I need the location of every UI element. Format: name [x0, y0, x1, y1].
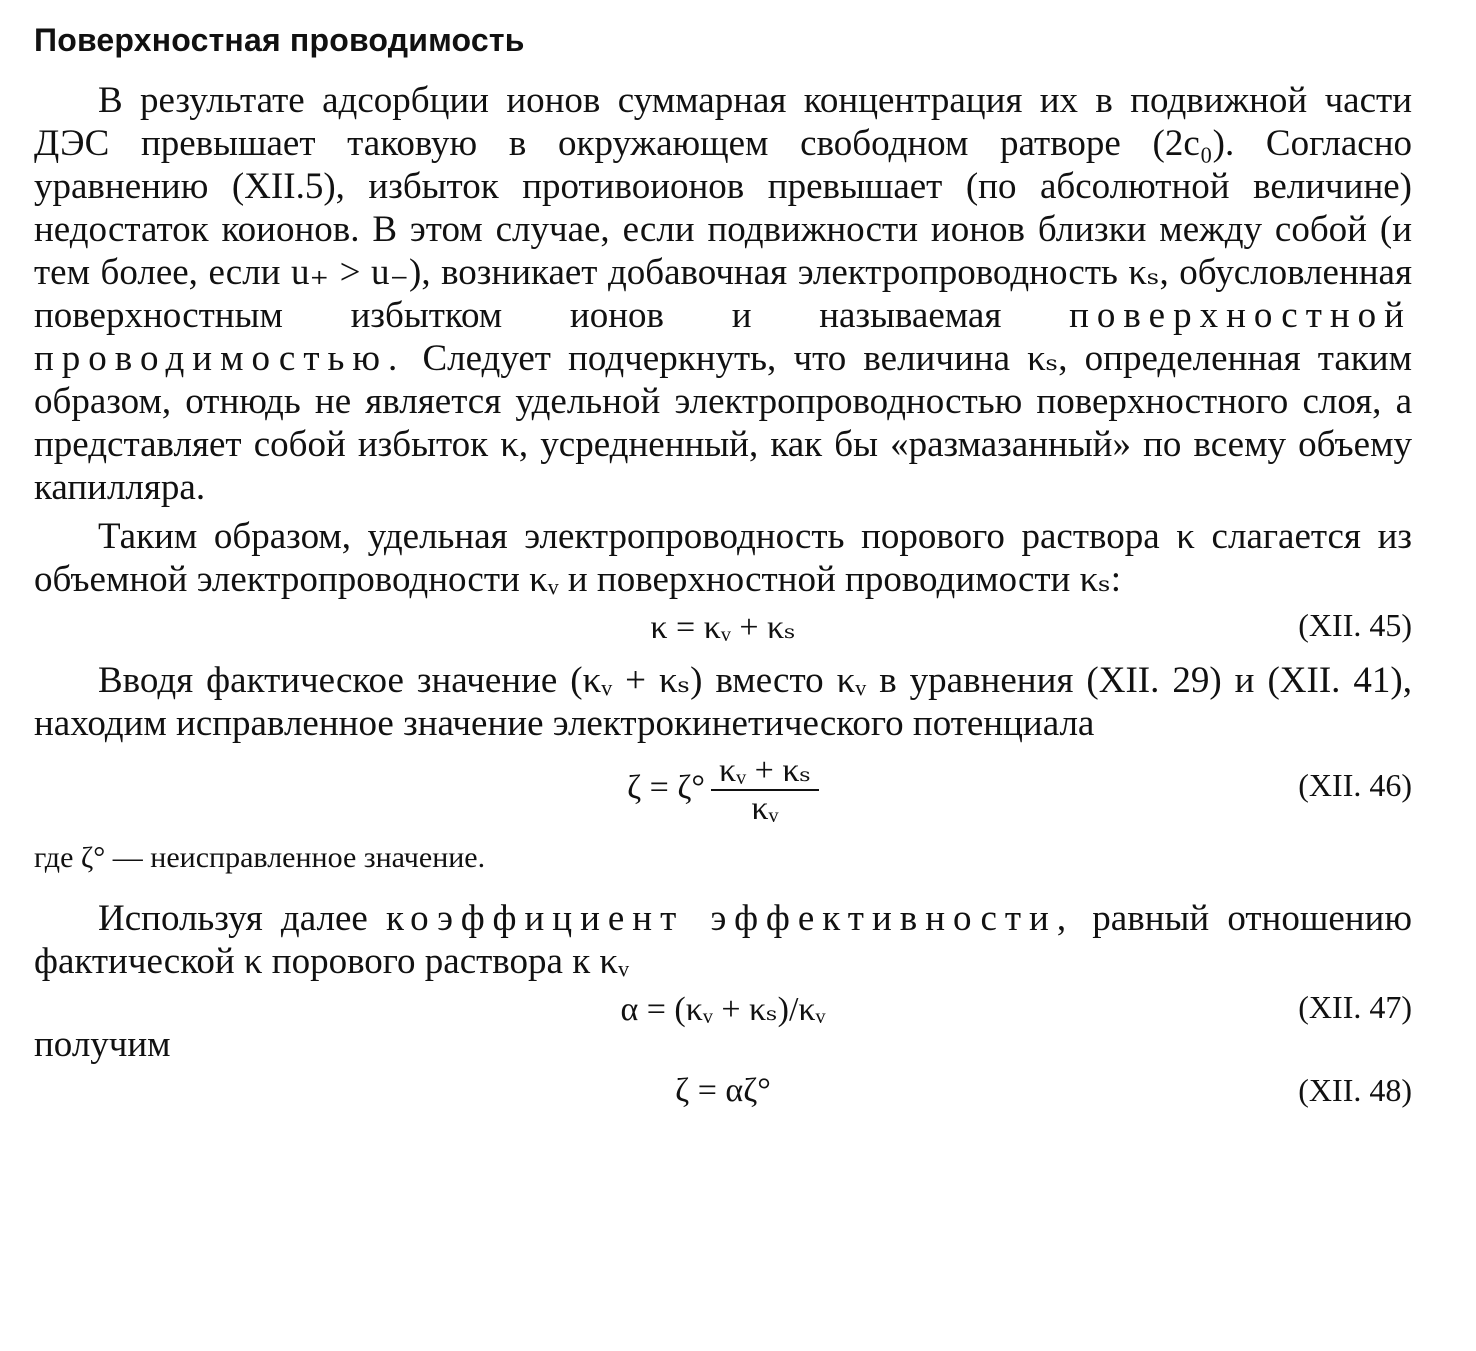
- paragraph-1-text-continued: Следует подчеркнуть, что величина κₛ, определенная таким образом, отнюдь не является удельной электропроводностью поверхностного слоя, а представляет собой избыток κ, усредненный, как бы «размазанный» по всему объему капилляра.: [34, 338, 1412, 508]
- equation-formula: κ = κᵥ + κₛ: [650, 609, 796, 646]
- paragraph-1: [34, 79, 1412, 509]
- equation-number: (XII. 45): [1298, 607, 1412, 643]
- equation-formula-wrap: [34, 753, 1412, 827]
- equation-xii-45: [34, 601, 1412, 647]
- paragraph-1-text: В результате адсорбции ионов суммарная концентрация их в подвижной части ДЭС превышает таковую в окружающем свободном ратворе (2c₀). Согласно уравнению (XII.5), избыток противоионов превышает (по абсолютной величине) недостаток коионов. В этом случае, если подвижности ионов близки между собой (и тем более, если u₊ > u₋), возникает добавочная электропроводность κₛ, обусловленная поверхностным избытком ионов и называемая: [34, 80, 1412, 336]
- equation-number: (XII. 47): [1298, 989, 1412, 1025]
- paragraph-3: Вводя фактическое значение (κᵥ + κₛ) вместо κᵥ в уравнения (XII. 29) и (XII. 41), находим исправленное значение электрокинетического потенциала: [34, 660, 1412, 744]
- term-efficiency-coefficient: коэффициент эффективности,: [386, 898, 1075, 939]
- equation-xii-46: [34, 745, 1412, 837]
- section-heading: Поверхностная проводимость: [34, 22, 525, 58]
- equation-xii-48: [34, 1066, 1412, 1112]
- term-surface-conductivity: поверхностной проводимостью.: [34, 295, 1412, 379]
- equation-formula: α = (κᵥ + κₛ)/κᵥ: [620, 991, 826, 1028]
- equation-fraction: [711, 753, 819, 827]
- paragraph-4: [34, 897, 1412, 983]
- equation-formula: ζ = αζ°: [675, 1072, 771, 1109]
- word-poluchim: получим: [34, 1024, 171, 1065]
- equation-number: (XII. 48): [1298, 1072, 1412, 1108]
- equation-xii-47: [34, 983, 1412, 1029]
- equation-lhs: ζ = ζ°: [627, 768, 706, 806]
- paragraph-4-text: Используя далее: [98, 898, 368, 939]
- fraction-numerator: κᵥ + κₛ: [711, 753, 819, 791]
- document-page: [34, 12, 1412, 1112]
- footnote-where: где ζ° — неисправленное значение.: [34, 841, 486, 874]
- fraction-denominator: κᵥ: [751, 790, 779, 827]
- equation-number: (XII. 46): [1298, 767, 1412, 803]
- paragraph-2: Таким образом, удельная электропроводность порового раствора κ слагается из объемной электропроводности κᵥ и поверхностной проводимости κₛ:: [34, 516, 1412, 600]
- paragraph-4-text-continued: равный отношению фактической κ порового раствора к κᵥ: [34, 898, 1412, 982]
